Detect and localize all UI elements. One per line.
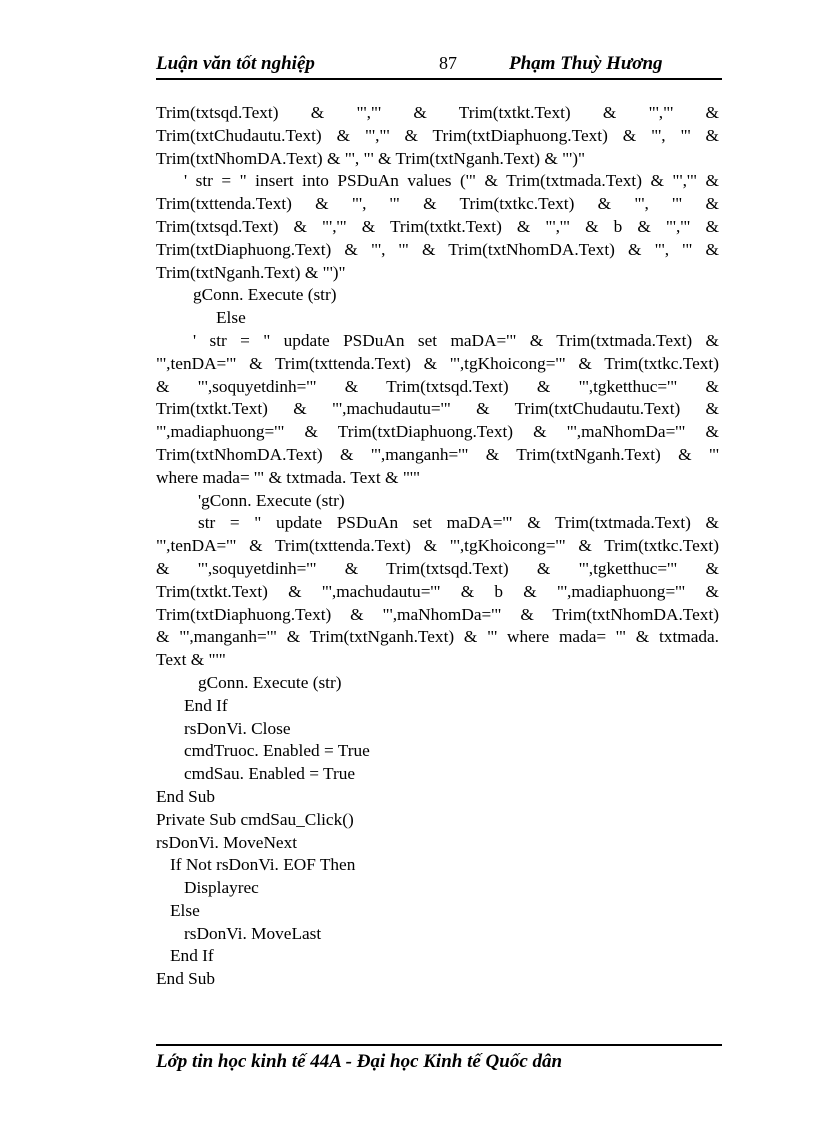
code-line: Trim(txtChudautu.Text) & "',"' & Trim(txtDiaphuong.Text) & "', "' & [156,125,719,145]
code-line: 'gConn. Execute (str) [198,490,345,510]
code-line: Trim(txtsqd.Text) & "',"' & Trim(txtkt.Text) & "',"' & [156,103,719,122]
code-line: Trim(txtsqd.Text) & "','" & Trim(txtkt.Text) & "','" & b & "','" & [156,216,719,236]
code-line: rsDonVi. MoveLast [184,923,322,943]
code-line: & "',soquyetdinh='" & Trim(txtsqd.Text) & "',tgketthuc='" & [156,558,719,578]
code-line: gConn. Execute (str) [198,672,342,692]
footer-class-info: Lớp tin học kinh tế 44A - Đại học Kinh tế Quốc dân [156,1051,563,1072]
code-line: Trim(txtNhomDA.Text) & "',manganh='" & Trim(txtNganh.Text) & "' [156,444,719,464]
code-line: End Sub [156,969,216,989]
code-line: Trim(txtkt.Text) & "',machudautu='" & Trim(txtChudautu.Text) & [156,399,719,419]
header-author: Phạm Thuỳ Hương [509,53,663,74]
code-line: where mada= '" & txtmada. Text & "'" [156,467,421,487]
code-line: End If [184,695,228,715]
code-line: Trim(txtNganh.Text) & "')" [156,262,346,282]
code-line: gConn. Execute (str) [193,285,337,305]
page-header [156,50,722,80]
header-thesis-title: Luận văn tốt nghiệp [156,53,315,74]
code-line: End If [170,946,214,966]
code-line: cmdSau. Enabled = True [184,764,356,784]
code-line: Trim(txtDiaphuong.Text) & "', '" & Trim(txtNhomDA.Text) & "', '" & [156,239,719,259]
code-listing [156,102,719,991]
code-line: End Sub [156,786,216,806]
code-line: rsDonVi. Close [184,718,291,738]
code-line: "',tenDA='" & Trim(txttenda.Text) & "',tgKhoicong='" & Trim(txtkc.Text) [156,536,719,556]
code-line: & "',manganh='" & Trim(txtNganh.Text) & "' where mada= '" & txtmada. [156,627,719,647]
code-line: Text & "'" [156,650,226,670]
code-line: Trim(txttenda.Text) & "', '" & Trim(txtkc.Text) & "', '" & [156,194,719,214]
code-line: Trim(txtkt.Text) & "',machudautu='" & b & "',madiaphuong='" & [156,581,719,601]
code-line: Private Sub cmdSau_Click() [156,809,354,829]
code-line: rsDonVi. MoveNext [156,832,298,852]
page-footer [156,1044,722,1072]
code-line: cmdTruoc. Enabled = True [184,741,370,761]
code-line: "',tenDA='" & Trim(txttenda.Text) & "',tgKhoicong='" & Trim(txtkc.Text) [156,353,719,373]
code-line: Trim(txtNhomDA.Text) & "', "' & Trim(txtNganh.Text) & "')" [156,148,586,168]
code-line: Else [170,900,200,920]
code-line: Trim(txtDiaphuong.Text) & "',maNhomDa='" & Trim(txtNhomDA.Text) [156,604,719,624]
code-line: ' str = " insert into PSDuAn values ('" & Trim(txtmada.Text) & "','" & [184,171,719,191]
code-line: str = " update PSDuAn set maDA='" & Trim(txtmada.Text) & [198,513,719,533]
code-line: Else [216,308,246,328]
code-line: Displayrec [184,878,259,898]
code-line: If Not rsDonVi. EOF Then [170,855,356,875]
code-line: ' str = " update PSDuAn set maDA='" & Trim(txtmada.Text) & [193,330,719,350]
code-line: "',madiaphuong='" & Trim(txtDiaphuong.Text) & "',maNhomDa='" & [156,422,719,442]
page-number: 87 [439,53,457,73]
code-line: & "',soquyetdinh='" & Trim(txtsqd.Text) & "',tgketthuc='" & [156,376,719,396]
